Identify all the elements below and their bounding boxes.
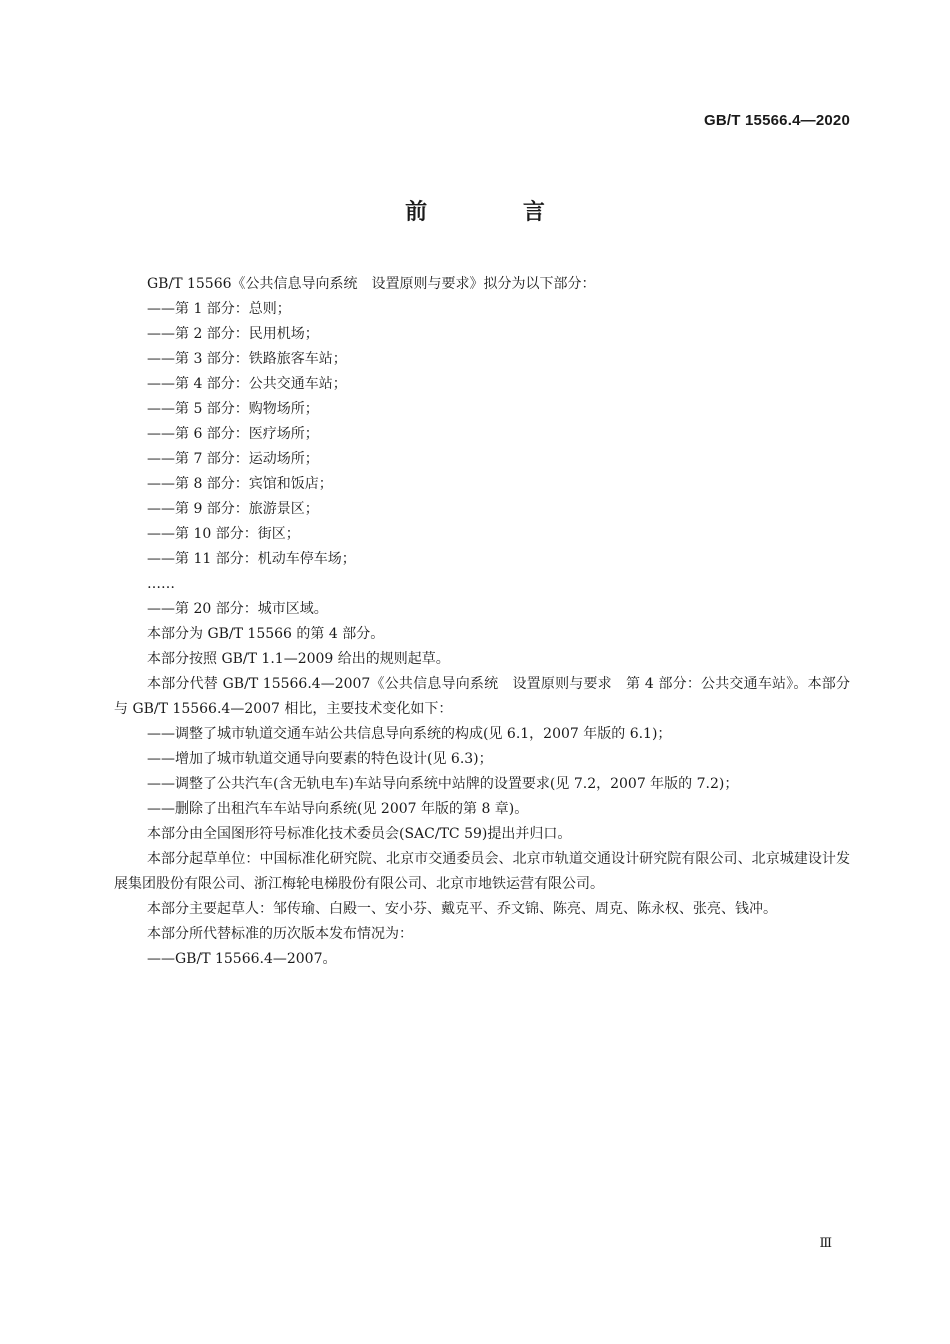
paragraph-history: 本部分所代替标准的历次版本发布情况为： — [147, 926, 413, 942]
paragraph-proposer: 本部分由全国图形符号标准化技术委员会(SAC/TC 59)提出并归口。 — [147, 826, 572, 842]
list-item-change-4: ——删除了出租汽车车站导向系统(见 2007 年版的第 8 章)。 — [147, 801, 529, 817]
page-title: 前 言 — [405, 200, 589, 225]
list-item-part-3: ——第 3 部分：铁路旅客车站； — [147, 351, 347, 367]
list-item-change-2: ——增加了城市轨道交通导向要素的特色设计(见 6.3)； — [147, 751, 493, 767]
paragraph-replacement: 本部分代替 GB/T 15566.4—2007《公共信息导向系统 设置原则与要求 第 4 部分：公共交通车站》。本部分与 GB/T 15566.4—2007 相比，主要技术变化如下： — [114, 676, 850, 717]
list-item-part-10: ——第 10 部分：街区； — [147, 526, 300, 542]
list-item-part-2: ——第 2 部分：民用机场； — [147, 326, 319, 342]
list-item-change-1: ——调整了城市轨道交通车站公共信息导向系统的构成(见 6.1，2007 年版的 6.1)； — [147, 726, 672, 742]
list-item-part-4: ——第 4 部分：公共交通车站； — [147, 376, 347, 392]
standard-code: GB/T 15566.4—2020 — [704, 112, 850, 129]
list-item-part-1: ——第 1 部分：总则； — [147, 301, 291, 317]
list-item-part-20: ——第 20 部分：城市区域。 — [147, 601, 328, 617]
list-ellipsis: …… — [147, 576, 175, 592]
paragraph-part-statement: 本部分为 GB/T 15566 的第 4 部分。 — [147, 626, 385, 642]
list-item-part-9: ——第 9 部分：旅游景区； — [147, 501, 319, 517]
paragraph-drafting-units: 本部分起草单位：中国标准化研究院、北京市交通委员会、北京市轨道交通设计研究院有限公司、北京城建设计发展集团股份有限公司、浙江梅轮电梯股份有限公司、北京市地铁运营有限公司。 — [114, 851, 850, 892]
list-item-part-7: ——第 7 部分：运动场所； — [147, 451, 319, 467]
page-number: Ⅲ — [819, 1236, 832, 1251]
foreword-body — [114, 272, 850, 972]
list-item-part-11: ——第 11 部分：机动车停车场； — [147, 551, 356, 567]
list-item-part-8: ——第 8 部分：宾馆和饭店； — [147, 476, 333, 492]
list-item-change-3: ——调整了公共汽车(含无轨电车)车站导向系统中站牌的设置要求(见 7.2，2007 年版的 7.2)； — [147, 776, 739, 792]
list-item-history-1: ——GB/T 15566.4—2007。 — [147, 951, 337, 967]
paragraph-intro: GB/T 15566《公共信息导向系统 设置原则与要求》拟分为以下部分： — [147, 276, 596, 292]
paragraph-drafters: 本部分主要起草人：邹传瑜、白殿一、安小芬、戴克平、乔文锦、陈亮、周克、陈永权、张亮、钱冲。 — [147, 901, 777, 917]
paragraph-drafting-rules: 本部分按照 GB/T 1.1—2009 给出的规则起草。 — [147, 651, 450, 667]
list-item-part-5: ——第 5 部分：购物场所； — [147, 401, 319, 417]
list-item-part-6: ——第 6 部分：医疗场所； — [147, 426, 319, 442]
